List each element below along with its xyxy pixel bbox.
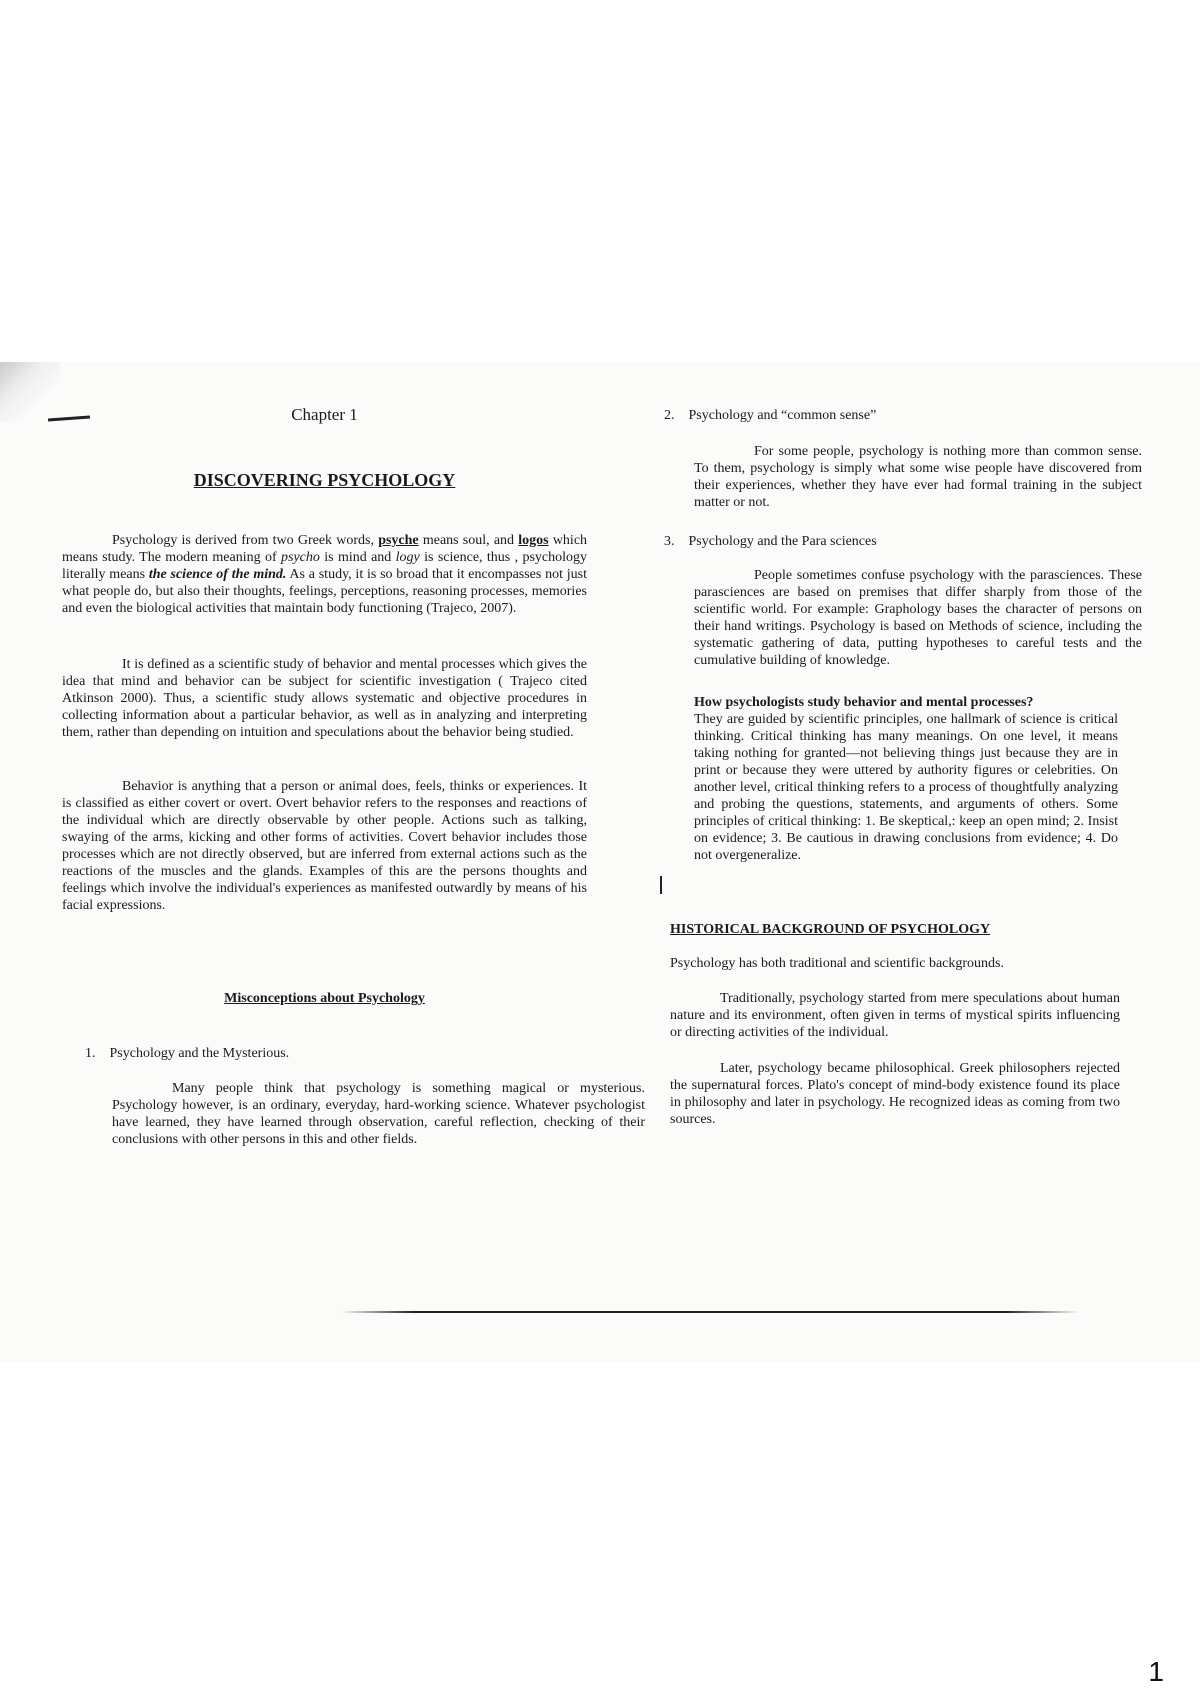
misconception-item-1 [85,1045,585,1062]
intro-paragraph-1: Psychology is derived from two Greek words, psyche means soul, and logos which means study. The modern meaning of psycho is mind and logy is science, thus , psychology literally means the science of the mind. As a study, it is so broad that it encompasses not just what people do, but also their thoughts, feelings, perceptions, reasoning processes, memories and even the biological activities that maintain body functioning (Trajeco, 2007). [62,533,588,616]
misconceptions-heading: Misconceptions about Psychology [224,991,425,1006]
list-item-title: Psychology and “common sense” [688,408,877,423]
history-heading: HISTORICAL BACKGROUND OF PSYCHOLOGY [670,922,991,937]
misconception-item-2-text: For some people, psychology is nothing more than common sense. To them, psychology is simply what some wise people have discovered from their experiences, whether they have ever had formal training in the subject matter or not. [694,444,1142,510]
history-paragraph-3: Later, psychology became philosophical. Greek philosophers rejected the supernatural forces. Plato's concept of mind-body existence found its place in philosophy and later in psychology. He recognized ideas as coming from two sources. [670,1061,1120,1127]
history-paragraph-1: Psychology has both traditional and scientific backgrounds. [670,956,1004,971]
bottom-rule [340,1311,1080,1313]
misconception-item-1-text: Many people think that psychology is something magical or mysterious. Psychology however, is an ordinary, everyday, hard-working science. Whatever psychologist have learned, they have learned through observation, careful reflection, checking of their conclusions with other persons in this and other fields. [112,1081,645,1147]
list-number: 3. [664,534,675,549]
list-item-title: Psychology and the Mysterious. [109,1046,290,1061]
margin-tick [660,876,662,894]
list-item-title: Psychology and the Para sciences [688,534,877,549]
history-section [670,921,1120,938]
term-science-of-mind: the science of the mind. [148,567,287,582]
page-corner-shadow [0,362,60,422]
term-psyche: psyche [378,533,419,548]
how-text: They are guided by scientific principles, one hallmark of science is critical thinking. Critical thinking has many meanings. On one level, it means taking nothing for granted—not believing things just because they are in print or because they were uttered by authority figures or celebrities. On another level, critical thinking refers to a process of thoughtfully analyzing and probing the questions, statements, and arguments of others. Some principles of critical thinking: 1. Be skeptical,: keep an open mind; 2. Insist on evidence; 3. Be cautious in drawing conclusions from evidence; 4. Do not overgeneralize. [694,712,1118,863]
history-paragraph-2: Traditionally, psychology started from mere speculations about human nature and its environment, often given in terms of mystical spirits influencing or directing activities of the individual. [670,991,1120,1040]
how-heading: How psychologists study behavior and mental processes? [694,695,1034,710]
intro-paragraph-2: It is defined as a scientific study of behavior and mental processes which gives the idea that mind and behavior can be subject for scientific investigation ( Trajeco cited Atkinson 2000). Thus, a scientific study allows systematic and objective procedures in collecting information about a particular behavior, as well as in analyzing and interpreting them, rather than depending on intuition and speculations about the behavior being studied. [62,657,587,740]
list-number: 2. [664,408,675,423]
misconception-item-2 [664,407,1108,424]
behavior-paragraph: Behavior is anything that a person or animal does, feels, thinks or experiences. It is classified as either covert or overt. Overt behavior refers to the responses and reactions of the individual which are directly observable by other people. Actions such as talking, swaying of the arms, kicking and other forms of activities. Covert behavior includes those processes which are not directly observed, but are inferred from external actions such as the reactions of the muscles and the glands. Examples of this are the persons thoughts and feelings which involve the individual's experiences as manifested outwardly by means of his facial expressions. [62,779,587,913]
chapter-label: Chapter 1 [291,405,358,424]
page-number: 1 [1148,1656,1164,1687]
how-section [694,694,1118,864]
misconception-item-3-text: People sometimes confuse psychology with the parasciences. These parasciences are based on premises that differ sharply from those of the scientific world. For example: Graphology bases the character of persons on their hand writings. Psychology is based on Methods of science, including the systematic gathering of data, putting hypotheses to careful tests and the cumulative building of knowledge. [694,568,1142,668]
term-logos: logos [518,533,549,548]
term-psycho: psycho [281,550,320,565]
page-title: DISCOVERING PSYCHOLOGY [193,470,456,490]
misconception-item-3 [664,533,1108,550]
list-number: 1. [85,1046,96,1061]
term-logy: logy [395,550,420,565]
